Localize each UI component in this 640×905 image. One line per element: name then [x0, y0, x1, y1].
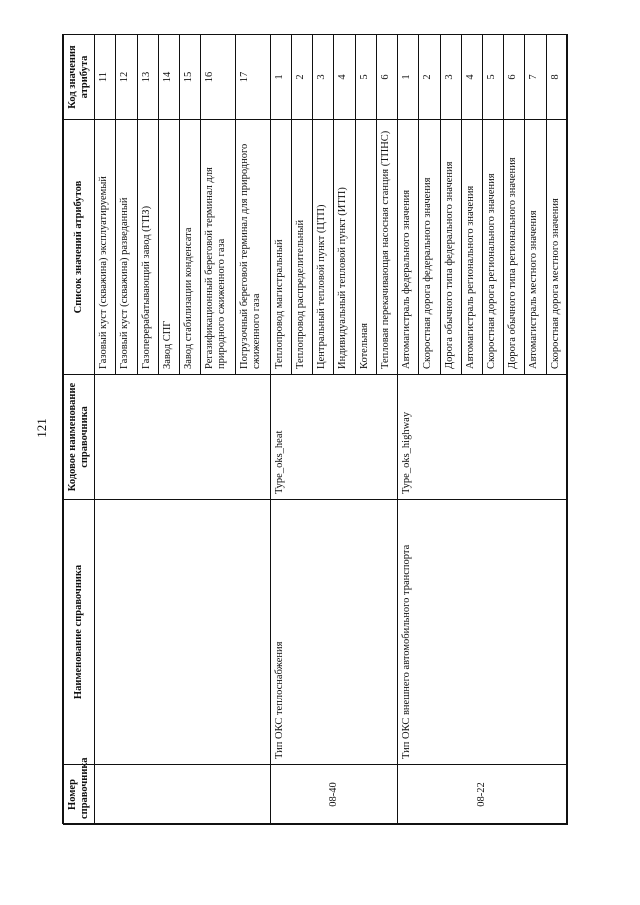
- attribute-code-cell: 6: [504, 35, 525, 120]
- reference-number-cell: 08-22: [398, 765, 568, 825]
- reference-table: [63, 34, 568, 825]
- attribute-code-cell: 12: [116, 35, 137, 120]
- attribute-value-cell: Скоростная дорога регионального значения: [482, 120, 503, 375]
- attribute-code-cell: 17: [235, 35, 270, 120]
- attribute-code-cell: 8: [546, 35, 567, 120]
- attribute-code-cell: 6: [376, 35, 397, 120]
- attribute-code-cell: 11: [95, 35, 116, 120]
- attribute-code-cell: 5: [355, 35, 376, 120]
- attribute-value-cell: Дорога обычного типа регионального значения: [504, 120, 525, 375]
- attribute-code-cell: 2: [419, 35, 440, 120]
- attribute-value-cell: Газовый куст (скважина) эксплуатируемый: [95, 120, 116, 375]
- reference-name-cell: Тип ОКС внешнего автомобильного транспорта: [398, 500, 568, 765]
- attribute-code-cell: 5: [482, 35, 503, 120]
- attribute-code-cell: 14: [158, 35, 179, 120]
- attribute-value-cell: Завод СПГ: [158, 120, 179, 375]
- header-values: Список значений атрибутов: [64, 120, 95, 375]
- continued-code-name-cell: [95, 375, 271, 500]
- attribute-value-cell: Котельная: [355, 120, 376, 375]
- attribute-value-cell: Тепловая перекачивающая насосная станция (ТПНС): [376, 120, 397, 375]
- attribute-code-cell: 13: [137, 35, 158, 120]
- attribute-value-cell: Завод стабилизации конденсата: [180, 120, 201, 375]
- attribute-value-cell: Скоростная дорога местного значения: [546, 120, 567, 375]
- attribute-value-cell: Центральный тепловой пункт (ЦТП): [313, 120, 334, 375]
- attribute-value-cell: Газовый куст (скважина) разведанный: [116, 120, 137, 375]
- table-header-row: [64, 35, 95, 825]
- continued-number-cell: [95, 765, 271, 825]
- attribute-value-cell: Дорога обычного типа федерального значения: [440, 120, 461, 375]
- attribute-value-cell: Скоростная дорога федерального значения: [419, 120, 440, 375]
- reference-name-cell: Тип ОКС теплоснабжения: [270, 500, 397, 765]
- header-code: Код значения атрибута: [64, 35, 95, 120]
- attribute-code-cell: 3: [440, 35, 461, 120]
- attribute-code-cell: 1: [270, 35, 291, 120]
- header-name: Наименование справочника: [64, 500, 95, 765]
- attribute-code-cell: 16: [201, 35, 236, 120]
- reference-number-cell: 08-40: [270, 765, 397, 825]
- attribute-value-cell: Погрузочный береговой терминал для природного сжиженного газа: [235, 120, 270, 375]
- attribute-code-cell: 1: [398, 35, 419, 120]
- attribute-code-cell: 4: [334, 35, 355, 120]
- attribute-code-cell: 7: [525, 35, 546, 120]
- reference-code-name-cell: Type_oks_heat: [270, 375, 397, 500]
- attribute-code-cell: 4: [461, 35, 482, 120]
- attribute-value-cell: Автомагистраль регионального значения: [461, 120, 482, 375]
- document-sheet: [62, 34, 567, 824]
- continued-name-cell: [95, 500, 271, 765]
- rotated-table-wrapper: [63, 35, 568, 825]
- header-code-name: Кодовое наименование справочника: [64, 375, 95, 500]
- table-row: [95, 35, 116, 825]
- table-row: [270, 35, 291, 825]
- attribute-code-cell: 3: [313, 35, 334, 120]
- table-row: [398, 35, 419, 825]
- header-number: Номер справочника: [64, 765, 95, 825]
- attribute-value-cell: Регазификационный береговой терминал для природного сжиженного газа: [201, 120, 236, 375]
- reference-code-name-cell: Type_oks_highway: [398, 375, 568, 500]
- attribute-value-cell: Индивидуальный тепловой пункт (ИТП): [334, 120, 355, 375]
- attribute-code-cell: 15: [180, 35, 201, 120]
- attribute-value-cell: Газоперерабатывающий завод (ГПЗ): [137, 120, 158, 375]
- attribute-value-cell: Автомагистраль федерального значения: [398, 120, 419, 375]
- attribute-value-cell: Теплопровод магистральный: [270, 120, 291, 375]
- attribute-value-cell: Теплопровод распределительный: [291, 120, 312, 375]
- attribute-code-cell: 2: [291, 35, 312, 120]
- page-number: 121: [33, 418, 49, 438]
- attribute-value-cell: Автомагистраль местного значения: [525, 120, 546, 375]
